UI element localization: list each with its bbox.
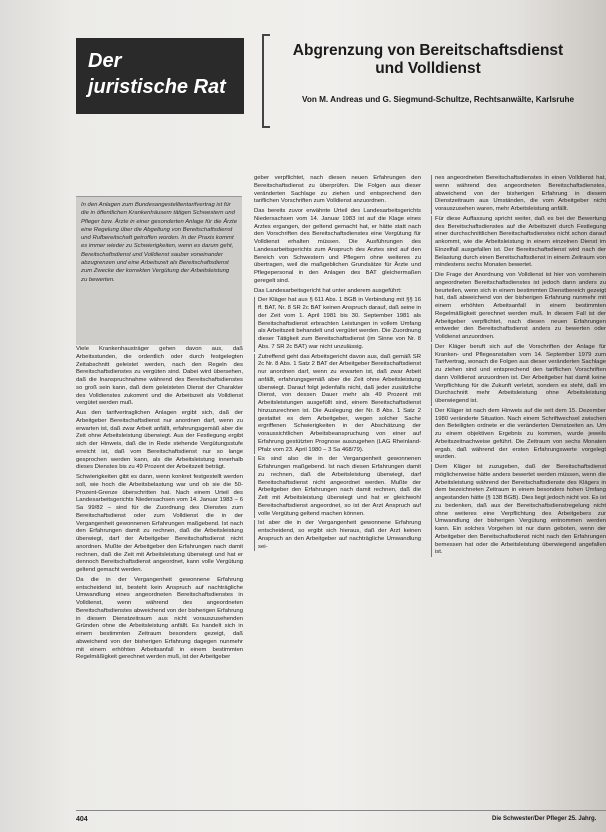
quoted-paragraph: Der Kläger ist nach dem Hinweis auf die seit dem 15. Dezember 1980 veränderte Situation. Nach einem Schriftwechsel zwischen den Beteiligten ordnete er die veränderten Dienstzeiten an. Um zu einem objektiven Ergebnis zu kommen, wurde jeweils Arbeitszeitnachweise geführt. Die Zeitraum von sechs Monaten ergab, daß während der ersten Erfahrungswerte vorgelegt wurden. [431,408,606,462]
section-badge-line1: Der [88,50,122,72]
title-bracket [262,34,270,128]
article-title [278,42,578,78]
paragraph: Aus den tarifvertraglichen Anlagen ergibt sich, daß der Arbeitgeber Bereitschaftsdienst nur anordnen darf, wenn zu erwarten ist, daß zwar Arbeit anfällt, erfahrungsgemäß aber die Zeit ohne Arbeitsleistung überwiegt. Aus der Festlegung ergibt sich der Hinweis, daß die in Rede stehende Vergütungsstufe erreicht ist, daß vom Bereitschaftsdienst nur so lange gesprochen werden kann, als die Arbeitsleistung innerhalb dieses Dienstes bis zu 49 Prozent der Arbeitszeit beträgt. [76,410,243,471]
quoted-paragraph: nes angeordneten Bereitschaftsdienstes in einen Volldienst hat, wenn während des angeordneten Bereitschaftsdienstes, abweichend von der bisherigen Erfahrung in diesem Dienstzeitraum aus Umständen, die vom Arbeitgeber nicht vorauszusehen waren, mehr Arbeitsleistung anfällt. [431,175,606,214]
section-badge-line2: juristische Rat [88,76,226,98]
paragraph: Schwierigkeiten gibt es dann, wenn konkret festgestellt werden soll, wie hoch die Arbeitsbelastung war und ob sie die 50-Prozent-Grenze überschritten hat. Nach einem Urteil des Landesarbeitsgerichts Niedersachsen vom 14. Januar 1983 – 6 Sa 99/82 – sind für die Zuordnung des Dienstes zum Bereitschaftsdienst oder zum Volldienst die in der Vergangenheit gewonnenen Erfahrungen maßgebend. Ist nach den Erfahrungen damit zu rechnen, daß die Arbeitsleistung überwiegt, darf der Arbeitgeber Bereitschaftsdienst nicht anordnen. Mußte der Arbeitgeber den Erfahrungen nach damit rechnen, daß die Zeit mit Arbeitsleistung überwiegt und hat er dennoch Bereitschaftsdienst angeordnet, kann volle Vergütung geltend gemacht werden. [76,474,243,573]
paragraph: Das bereits zuvor erwähnte Urteil des Landesarbeitsgerichts Niedersachsen vom 14. Januar 1983 ist auf die Klage eines Arztes ergangen, der geltend gemacht hat, er hätte statt nach den Vorschriften des Bereitschaftsdienstes eine Vergütung für Volldienst erhalten müssen. Die Ausführungen des Landesarbeitsgerichts zum Anspruch des Arztes sind auf den Bereich von Schwestern und Pflegern ohne weiteres zu übertragen, weil die maßgeblichen Grundsätze für Ärzte und Pflegepersonal in den Anlagen des BAT gleichermaßen geregelt sind. [254,208,421,284]
paragraph: Da die in der Vergangenheit gewonnene Erfahrung entscheidend ist, besteht kein Anspruch auf nachträgliche Umwandlung eines angeordneten Bereitschaftsdienstes in Volldienst, wenn während des angeordneten Bereitschaftsdienstes abweichend von der bisherigen Erfahrung in diesem Dienstzeitraum aus nicht vorauszusehenden Gründen ohne die Arbeitsleistung anfällt. Es handelt sich in einem bestimmten Zeitraum besonders gezeigt, daß abweichend von der bisherigen Erfahrung dagegen nunmehr mit einem erhöhten Arbeitsanfall in einem bestimmten Regelmäßigkeit gerechnet werden muß, ist der Arbeitgeber [76,576,243,661]
text-column-3 [431,175,606,808]
quoted-paragraph: Es sind also die in der Vergangenheit gewonnenen Erfahrungen maßgebend. Ist nach diesen Erfahrungen damit zu rechnen, daß die Arbeitsleistung überwiegt, darf Bereitschaftsdienst nicht angeordnet werden. Mußte der Arbeitgeber den Erfahrungen nach damit rechnen, daß die Zeit mit Arbeitsleistung überwiegt und hat er gleichwohl Bereitschaftsdienst angeordnet, so ist der Arzt Anspruch auf volle Vergütung geltend machen können. [254,456,421,518]
quoted-paragraph: Dem Kläger ist zuzugeben, daß der Bereitschaftsdienst möglicherweise hätte anders bewertet werden müssen, wenn die Arbeitsleistung während der Bereitschaftsdienste des Klägers in dem bezeichneten Zeitraum in einem besonders hohen Umfang angestanden hätte (§ 138 BGB). Dies liegt jedoch nicht vor. Es ist zu bedenken, daß aus der Bereitschaftsdienstregelung nicht ohne weiteres eine Verpflichtung des Arbeitgebers zur Umwandlung der bisherigen Vergütung entnommen werden kann. Ein solches Vorgehen ist nur dann geboten, wenn der Arbeitgeber den Bereitschaftsdienst nicht nach den Erfahrungen bemessen hat oder die Arbeitsleistung überwiegend angefallen ist. [431,464,606,557]
article-title-line1: Abgrenzung von Bereitschaftsdienst [292,42,564,59]
quoted-paragraph: Der Kläger hat aus § 611 Abs. 1 BGB in Verbindung mit §§ 16 ff. BAT, Nr. 8 SR 2c BAT keinen Anspruch darauf, daß seine in der Zeit vom 1. April 1981 bis 30. September 1981 als Bereitschaftsdienst erbrachten Leistungen in vollem Umfang als Arbeitszeit behandelt und vergütet werden. Die Zuordnung dieser Tätigkeit zum Bereitschaftsdienst (im Sinne von Nr. 8 Abs. 7 SR 2c BAT) war nicht unzulässig. [254,297,421,351]
text-column-2 [254,175,421,808]
article-abstract [76,196,242,345]
paragraph: geber verpflichtet, nach diesen neuen Erfahrungen den Bereitschaftsdienst zu überprüfen. Die Folgen aus dieser veränderten Sachlage zu ziehen und entsprechend den tariflichen Vorschriften zum Volldienst anzuordnen. [254,175,421,205]
journal-name: Die Schwester/Der Pfleger 25. Jahrg. [492,816,597,822]
abstract-text: In den Anlagen zum Bundesangestelltentarifvertrag ist für die in öffentlichen Krankenhäusern tätigen Schwestern und Pfleger bzw. Ärzte in einer gesonderten Anlage für die Ärzte eine Regelung über die Abgeltung von Bereitschaftsdienst und Rufbereitschaft getroffen worden. In der Praxis kommt es immer wieder zu Schwierigkeiten, wenn es darum geht, Bereitschaftsdienst und Volldienst sauber voneinander abzugrenzen und eine Arbeitszeit als Bereitschaftsdienst zum Zwecke der korrekten Vergütung der Arbeitsleistung zu bewerten. [81,202,237,283]
page-number: 404 [76,816,88,823]
paragraph: Viele Krankenhausträger gehen davon aus, daß Arbeitsstunden, die ordentlich oder durch festgelegten Zeitabschnitt geleistet werden, nach den Regeln des Bereitschaftsdienstes zu vergüten sind. Dabei wird übersehen, daß die Inanspruchnahme während des Bereitschaftsdienstes so groß sein kann, daß dem geleisteten Dienst der Charakter des Volldienstes zukommt und die Arbeitszeit als Volldienst vergütet werden muß. [76,346,243,407]
footer-rule [76,810,606,811]
text-column-1 [76,346,243,808]
quoted-paragraph: Der Kläger beruft sich auf die Vorschriften der Anlage für Kranken- und Pflegeanstalten vom 14. September 1979 zum Tarifvertrag, wonach die Folgen aus dieser veränderten Sachlage zu ziehen sind und entsprechend den tariflichen Vorschriften dann Volldienst anzuordnen ist. Der Arbeitgeber hat damit keine Verpflichtung für die Zukunft verletzt, sondern es steht, daß im Durchschnitt mehr Arbeitsleistung ohne Arbeitsleistung überwiegend ist. [431,344,606,406]
quoted-paragraph: Ist aber die in der Vergangenheit gewonnene Erfahrung entscheidend, so ergibt sich hieraus, daß der Arzt keinen Anspruch an den Arbeitgeber auf nachträgliche Umwandlung sei- [254,520,421,551]
article-authors: Von M. Andreas und G. Siegmund-Schultze, Rechtsanwälte, Karlsruhe [301,95,575,104]
quoted-paragraph: Die Frage der Anordnung von Volldienst ist hier von vornherein angeordneten Bereitschaftsdienstes ist jedoch dann anders zu beurteilen, wenn sich in einem bestimmten Dienstbereich gezeigt hat, daß abweichend von der bisherigen Erfahrung nunmehr mit einem erhöhten Arbeitsanfall in einem bestimmten Regelmäßigkeit gerechnet werden muß. In diesem Fall ist der Arbeitgeber verpflichtet, nach diesen neuen Erfahrungen entweder den Bereitschaftsdienst anders zu bewerten oder Volldienst anzuordnen. [431,272,606,342]
article-title-line2: und Volldienst [375,60,481,77]
paragraph: Das Landesarbeitsgericht hat unter anderem ausgeführt: [254,287,402,294]
quoted-paragraph: Für diese Auffassung spricht weiter, daß es bei der Bewertung des Bereitschaftsdienstes auf die Arbeitszeit durch Festlegung einer durchschnittlichen Bereitschaftsdienstes nicht schon darauf ankommt, wie die Arbeitsleistung in einem einzelnen Dienst im Einzelfall ausgefallen ist. Der Bereitschaftsdienst wird nach der Belastung durch einen Bereitschaftsdienst in einem Zeitraum von mindestens sechs Monaten bewertet. [431,216,606,270]
section-badge [76,38,244,114]
quoted-paragraph: Zutreffend geht das Arbeitsgericht davon aus, daß gemäß SR 2c Nr. 8 Abs. 1 Satz 2 BAT der Arbeitgeber Bereitschaftsdienst nur anordnen darf, wenn zu erwarten ist, daß zwar Arbeit anfällt, erfahrungsgemäß aber die Zeit ohne Arbeitsleistung überwiegt. Darauf folgt jedenfalls nicht, daß jeder zusätzliche Dienst, von dessen Dauer mehr als 49 Prozent mit Arbeitsleistungen ausgefüllt sind, einem Bereitschaftsdienst hinzuzurechnen ist. Die Auslegung der Nr. 8 Abs. 1 Satz 2 gestattet es dem Arbeitgeber, wegen solcher Sache ergriffenen Schwierigkeiten in der Abschätzung der voraussichtlichen Arbeitsbeanspruchung von einer auf Erfahrung gestützten Prognose auszugehen (LAG Rheinland-Pfalz vom 23. April 1980 – 3 Sa 468/79). [254,354,421,455]
